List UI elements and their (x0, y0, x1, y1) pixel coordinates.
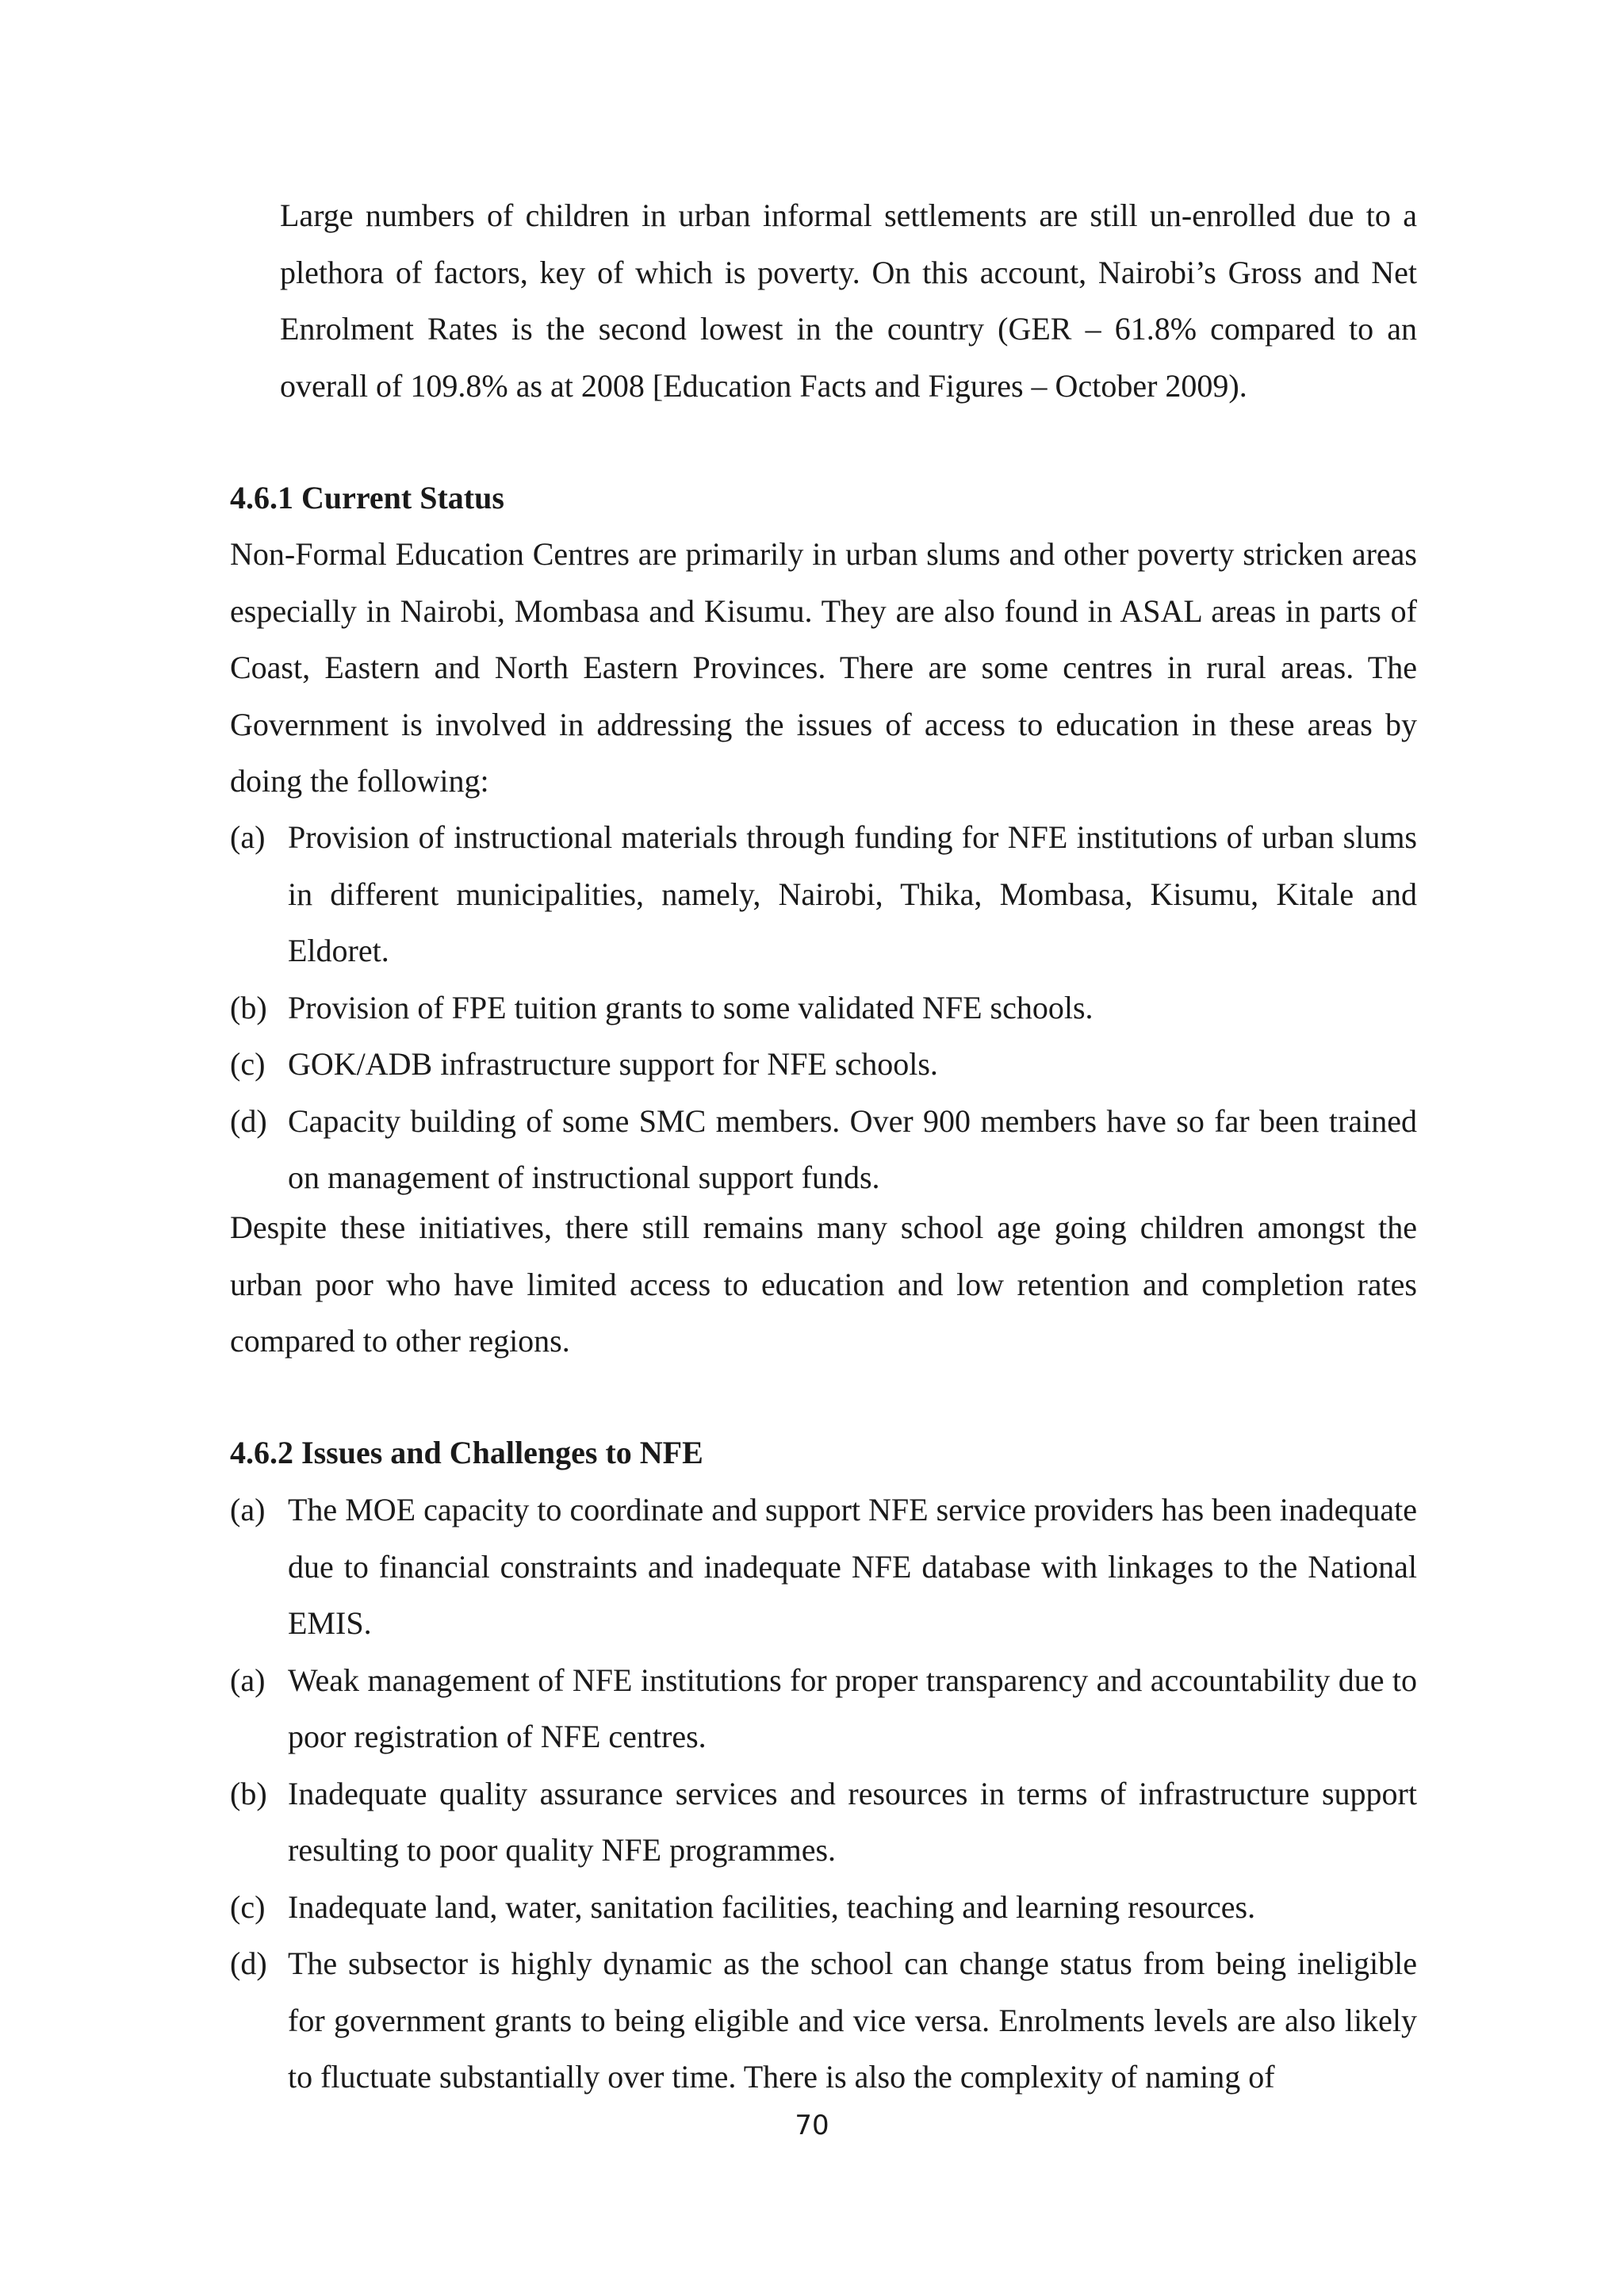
section-heading-current-status: 4.6.1 Current Status (230, 480, 504, 516)
list-marker: (b) (230, 989, 267, 1025)
list-item-text: Capacity building of some SMC members. Over 900 members have so far been trained on management of instructional support funds. (288, 1102, 1417, 1195)
list-item-text: Provision of FPE tuition grants to some validated NFE schools. (288, 989, 1094, 1025)
section-heading-issues-challenges: 4.6.2 Issues and Challenges to NFE (230, 1435, 703, 1470)
list-marker: (d) (230, 1945, 267, 1981)
list-item (230, 1652, 1417, 1765)
list-marker: (c) (230, 1888, 266, 1925)
list-marker: (a) (230, 1662, 266, 1698)
list-item-text: Provision of instructional materials through funding for NFE institutions of urban slums in different municipalities, namely, Nairobi, Thika, Mombasa, Kisumu, Kitale and Eldoret. (288, 819, 1417, 968)
intro-paragraph: Large numbers of children in urban informal settlements are still un-enrolled due to a plethora of factors, key of which is poverty. On this account, Nairobi’s Gross and Net Enrolment Rates is the second lowest in the country (GER – 61.8% compared to an overall of 109.8% as at 2008 [Education Facts and Figures – October 2009). (280, 197, 1417, 404)
list-item-text: GOK/ADB infrastructure support for NFE schools. (288, 1046, 938, 1082)
challenges-list (230, 1481, 1417, 2106)
government-actions-list (230, 809, 1417, 1206)
list-item-text: The subsector is highly dynamic as the school can change status from being ineligible for government grants to being eligible and vice versa. Enrolments levels are also likely to fluctuate substantially over time. There is also the complexity of naming of (288, 1945, 1417, 2095)
list-marker: (c) (230, 1046, 266, 1082)
list-item (230, 979, 1417, 1037)
list-item-text: The MOE capacity to coordinate and support NFE service providers has been inadequate due to financial constraints and inadequate NFE database with linkages to the National EMIS. (288, 1492, 1417, 1641)
list-marker: (a) (230, 1492, 266, 1527)
list-marker: (b) (230, 1775, 267, 1811)
list-item (230, 1481, 1417, 1652)
list-item (230, 1879, 1417, 1936)
list-item-text: Weak management of NFE institutions for proper transparency and accountability due to poor registration of NFE centres. (288, 1662, 1417, 1754)
list-item (230, 809, 1417, 979)
current-status-paragraph: Non-Formal Education Centres are primarily in urban slums and other poverty stricken areas especially in Nairobi, Mombasa and Kisumu. They are also found in ASAL areas in parts of Coast, Eastern and North Eastern Provinces. There are some centres in rural areas. The Government is involved in addressing the issues of access to education in these areas by doing the following: (230, 536, 1417, 799)
list-marker: (a) (230, 819, 266, 855)
list-item-text: Inadequate quality assurance services and resources in terms of infrastructure support resulting to poor quality NFE programmes. (288, 1775, 1417, 1868)
list-item (230, 1765, 1417, 1879)
list-marker: (d) (230, 1102, 267, 1139)
page-number: 70 (795, 2110, 829, 2141)
list-item-text: Inadequate land, water, sanitation facilities, teaching and learning resources. (288, 1888, 1256, 1925)
closing-paragraph: Despite these initiatives, there still remains many school age going children amongst the urban poor who have limited access to education and low retention and completion rates compared to other regions. (230, 1209, 1417, 1359)
list-item (230, 1036, 1417, 1093)
list-item (230, 1093, 1417, 1206)
list-item (230, 1935, 1417, 2106)
